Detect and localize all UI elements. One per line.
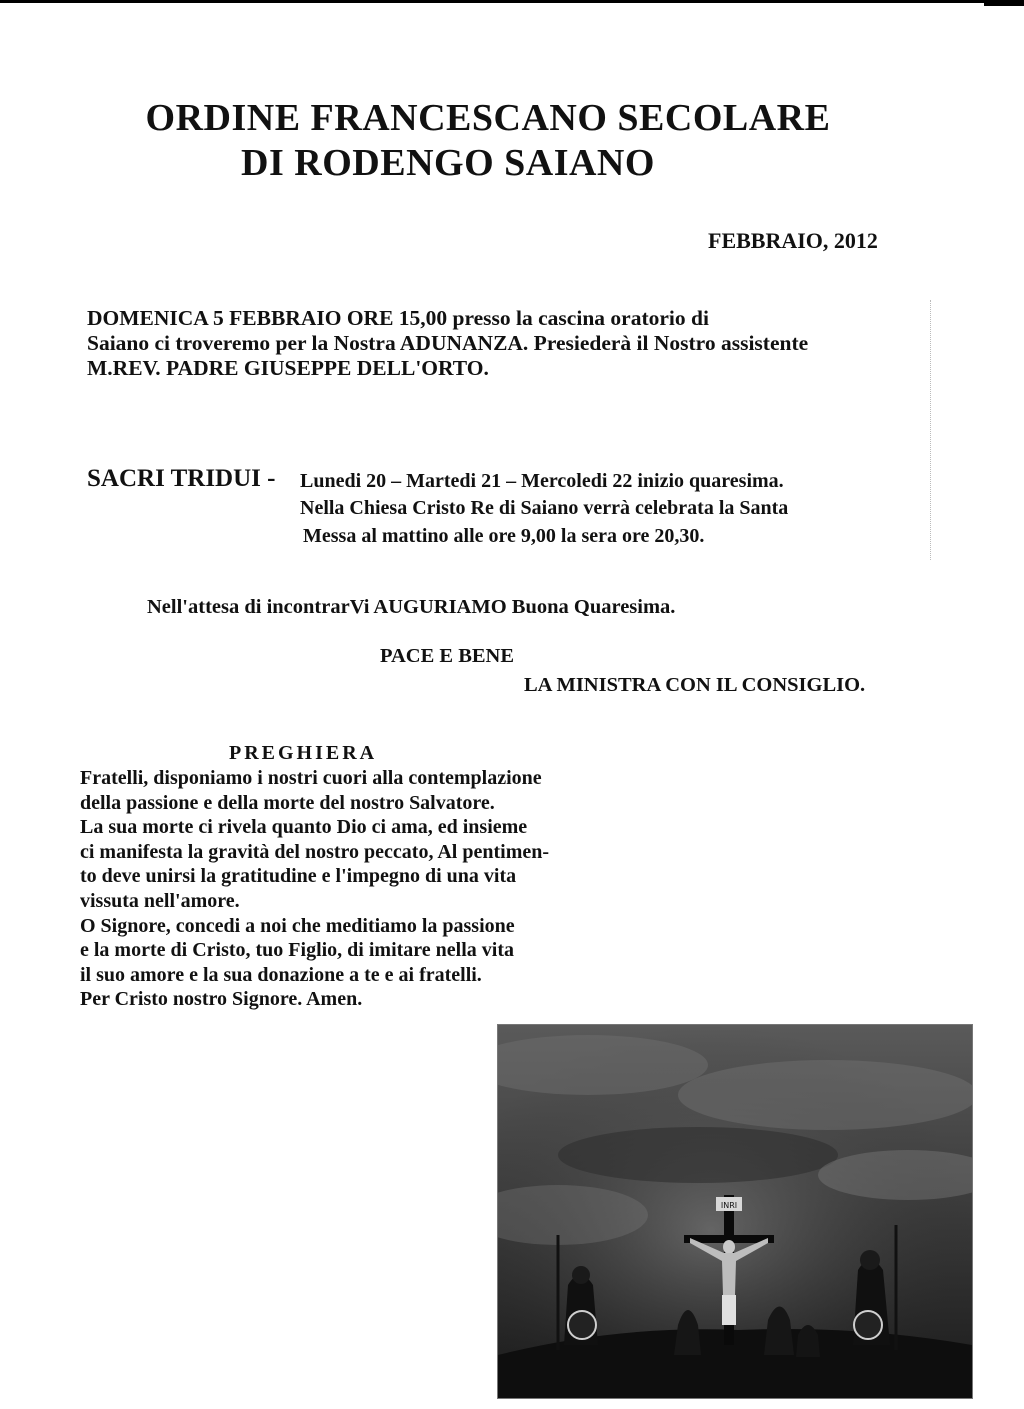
crucifixion-photo bbox=[497, 1024, 973, 1399]
announcement-line: Saiano ci troveremo per la Nostra ADUNANZA. Presiederà il Nostro assistente bbox=[87, 331, 809, 355]
tridui-label: SACRI TRIDUI - bbox=[87, 465, 276, 492]
lent-wish: Nell'attesa di incontrarVi AUGURIAMO Buona Quaresima. bbox=[147, 596, 676, 618]
prayer-text bbox=[80, 766, 549, 1012]
prayer-line: Fratelli, disponiamo i nostri cuori alla contemplazione bbox=[80, 767, 542, 789]
tridui-line: Messa al mattino alle ore 9,00 la sera ore 20,30. bbox=[303, 525, 705, 547]
inri-sign: INRI bbox=[720, 1201, 738, 1210]
scan-artifact bbox=[930, 300, 935, 560]
prayer-line: La sua morte ci rivela quanto Dio ci ama, ed insieme bbox=[80, 816, 528, 839]
prayer-line: O Signore, concedi a noi che meditiamo la passione bbox=[80, 914, 515, 937]
announcement-paragraph bbox=[87, 306, 808, 381]
document-date: FEBBRAIO, 2012 bbox=[708, 228, 878, 253]
prayer-title: PREGHIERA bbox=[229, 742, 378, 764]
prayer-line: vissuta nell'amore. bbox=[80, 889, 240, 912]
document-title-line2: DI RODENGO SAIANO bbox=[241, 142, 655, 184]
prayer-line: Per Cristo nostro Signore. Amen. bbox=[80, 988, 363, 1011]
signature-line: LA MINISTRA CON IL CONSIGLIO. bbox=[524, 674, 866, 696]
prayer-line: to deve unirsi la gratitudine e l'impegno di una vita bbox=[80, 865, 517, 888]
pace-e-bene: PACE E BENE bbox=[380, 645, 515, 667]
prayer-line: della passione e della morte del nostro Salvatore. bbox=[80, 791, 495, 814]
announcement-line: DOMENICA 5 FEBBRAIO ORE 15,00 presso la cascina oratorio di bbox=[87, 306, 709, 330]
top-border-mark bbox=[984, 0, 1024, 6]
prayer-line: e la morte di Cristo, tuo Figlio, di imitare nella vita bbox=[80, 939, 515, 962]
top-border-rule bbox=[0, 0, 1024, 3]
tridui-line: Lunedi 20 – Martedi 21 – Mercoledi 22 inizio quaresima. bbox=[300, 470, 784, 492]
prayer-line: ci manifesta la gravità del nostro peccato, Al pentimen- bbox=[80, 840, 550, 863]
document-title-line1: ORDINE FRANCESCANO SECOLARE bbox=[145, 97, 831, 139]
prayer-line: il suo amore e la sua donazione a te e ai fratelli. bbox=[80, 963, 482, 986]
announcement-line: M.REV. PADRE GIUSEPPE DELL'ORTO. bbox=[87, 356, 489, 380]
tridui-line: Nella Chiesa Cristo Re di Saiano verrà celebrata la Santa bbox=[300, 497, 789, 519]
